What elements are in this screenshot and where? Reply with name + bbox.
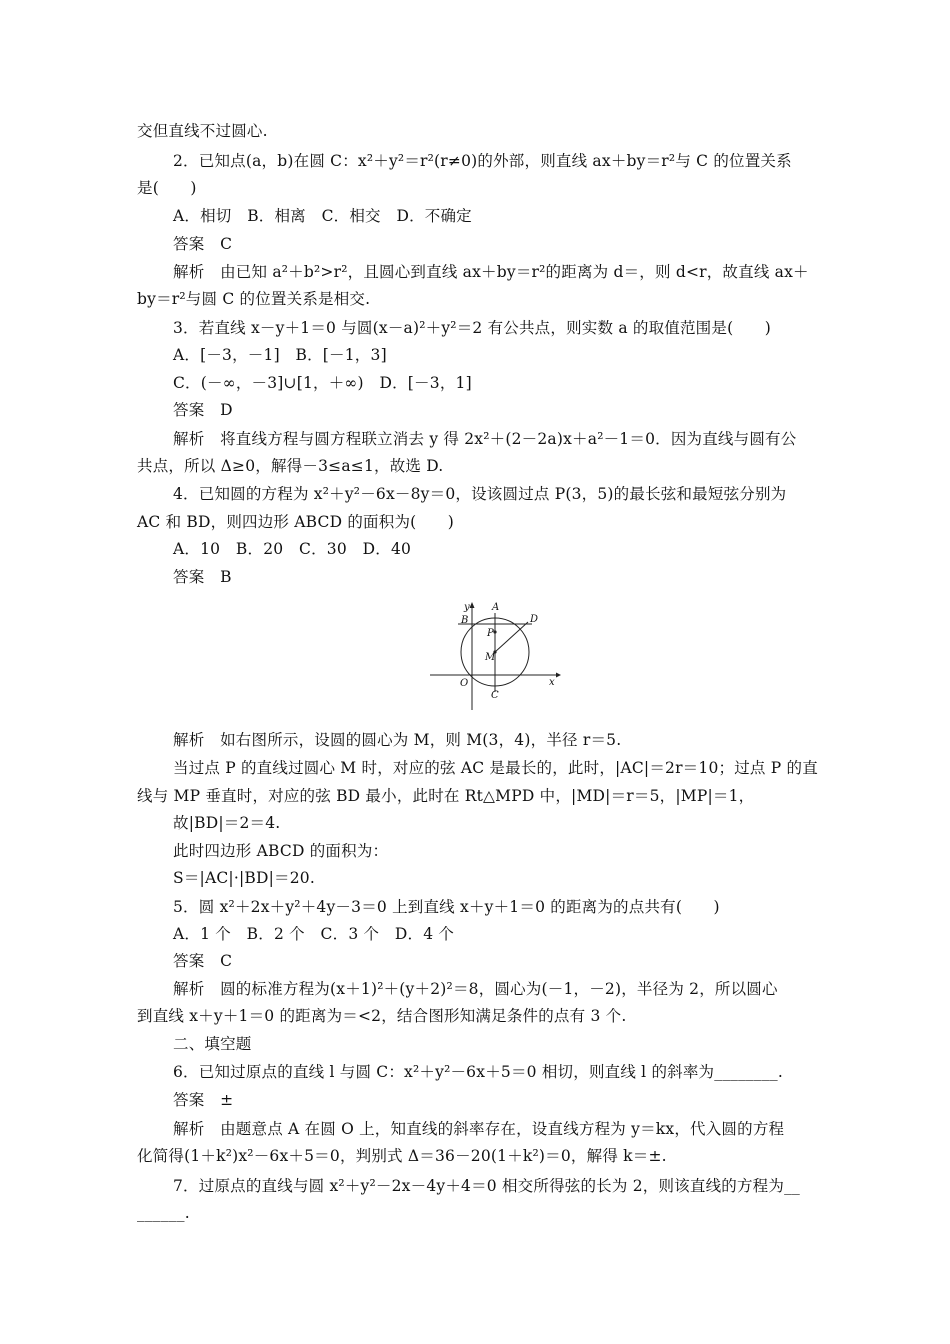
label-a: A bbox=[492, 602, 500, 613]
label-c: C bbox=[491, 690, 499, 701]
label-p: P bbox=[487, 628, 494, 639]
label-o: O bbox=[460, 678, 469, 689]
text-line: 解析 如右图所示，设圆的圆心为 M，则 M(3，4)，半径 r＝5. bbox=[173, 731, 622, 749]
text-line: 共点，所以 Δ≥0，解得－3≤a≤1，故选 D. bbox=[137, 457, 444, 475]
label-m: M bbox=[485, 652, 496, 663]
text-line: 6．已知过原点的直线 l 与圆 C：x²＋y²－6x＋5＝0 相切，则直线 l 的斜率为________. bbox=[173, 1063, 783, 1081]
text-line: 线与 MP 垂直时，对应的弦 BD 最小，此时在 Rt△MPD 中，|MD|＝r＝5，|MP|＝1， bbox=[137, 787, 755, 805]
text-line: 3．若直线 x－y＋1＝0 与圆(x－a)²＋y²＝2 有公共点，则实数 a 的取值范围是( ) bbox=[173, 319, 771, 337]
text-line: 交但直线不过圆心. bbox=[137, 122, 268, 140]
text-line: 2．已知点(a，b)在圆 C：x²＋y²＝r²(r≠0)的外部，则直线 ax＋by＝r²与 C 的位置关系 bbox=[173, 152, 792, 170]
text-line: 答案 B bbox=[173, 568, 232, 586]
text-line: 解析 圆的标准方程为(x＋1)²＋(y＋2)²＝8，圆心为(－1，－2)，半径为 2，所以圆心 bbox=[173, 980, 778, 998]
text-line: 是( ) bbox=[137, 179, 197, 197]
text-line: 到直线 x＋y＋1＝0 的距离为＝<2，结合图形知满足条件的点有 3 个. bbox=[137, 1007, 627, 1025]
text-line: 化简得(1＋k²)x²－6x＋5＝0，判别式 Δ＝36－20(1＋k²)＝0，解得 k＝±. bbox=[137, 1147, 667, 1165]
y-axis-arrow bbox=[470, 602, 475, 608]
text-line: 7．过原点的直线与圆 x²＋y²－2x－4y＋4＝0 相交所得弦的长为 2，则该直线的方程为__ bbox=[173, 1177, 800, 1195]
label-d: D bbox=[530, 614, 539, 625]
text-line: A．[－3，－1] B．[－1，3] bbox=[173, 346, 387, 364]
segment-md bbox=[495, 622, 528, 652]
text-line: 解析 由已知 a²＋b²>r²，且圆心到直线 ax＋by＝r²的距离为 d＝，则 d<r，故直线 ax＋ bbox=[173, 263, 809, 281]
text-line: 解析 由题意点 A 在圆 O 上，知直线的斜率存在，设直线方程为 y＝kx，代入圆的方程 bbox=[173, 1120, 785, 1138]
text-line: 答案 D bbox=[173, 401, 233, 419]
text-line: 解析 将直线方程与圆方程联立消去 y 得 2x²＋(2－2a)x＋a²－1＝0．因为直线与圆有公 bbox=[173, 430, 797, 448]
text-line: by＝r²与圆 C 的位置关系是相交. bbox=[137, 290, 371, 308]
text-line: A．10 B．20 C．30 D．40 bbox=[173, 540, 412, 558]
text-line: 二、填空题 bbox=[173, 1035, 252, 1053]
text-line: 5．圆 x²＋2x＋y²＋4y－3＝0 上到直线 x＋y＋1＝0 的距离为的点共有( ) bbox=[173, 898, 720, 916]
text-line: 当过点 P 的直线过圆心 M 时，对应的弦 AC 是最长的，此时，|AC|＝2r＝10；过点 P 的直 bbox=[173, 759, 818, 777]
point-p bbox=[493, 630, 496, 633]
circle-geometry-figure bbox=[428, 600, 562, 712]
text-line: S＝|AC|·|BD|＝20. bbox=[173, 869, 315, 887]
text-line: A．相切 B．相离 C．相交 D．不确定 bbox=[173, 207, 472, 225]
x-axis-arrow bbox=[556, 673, 561, 678]
text-line: 答案 C bbox=[173, 952, 233, 970]
label-b: B bbox=[461, 615, 469, 626]
label-y: y bbox=[464, 602, 470, 613]
text-line: 答案 C bbox=[173, 235, 233, 253]
text-line: 答案 ± bbox=[173, 1091, 234, 1109]
text-line: 此时四边形 ABCD 的面积为： bbox=[173, 842, 389, 860]
text-line: A．1 个 B．2 个 C．3 个 D．4 个 bbox=[173, 925, 455, 943]
text-line: C．(－∞，－3]∪[1，＋∞) D．[－3，1] bbox=[173, 374, 472, 392]
label-x: x bbox=[549, 677, 555, 688]
text-line: AC 和 BD，则四边形 ABCD 的面积为( ) bbox=[137, 513, 455, 531]
text-line: 故|BD|＝2＝4. bbox=[173, 814, 281, 832]
text-line: ______. bbox=[137, 1204, 190, 1222]
text-line: 4．已知圆的方程为 x²＋y²－6x－8y＝0，设该圆过点 P(3，5)的最长弦和最短弦分别为 bbox=[173, 485, 787, 503]
